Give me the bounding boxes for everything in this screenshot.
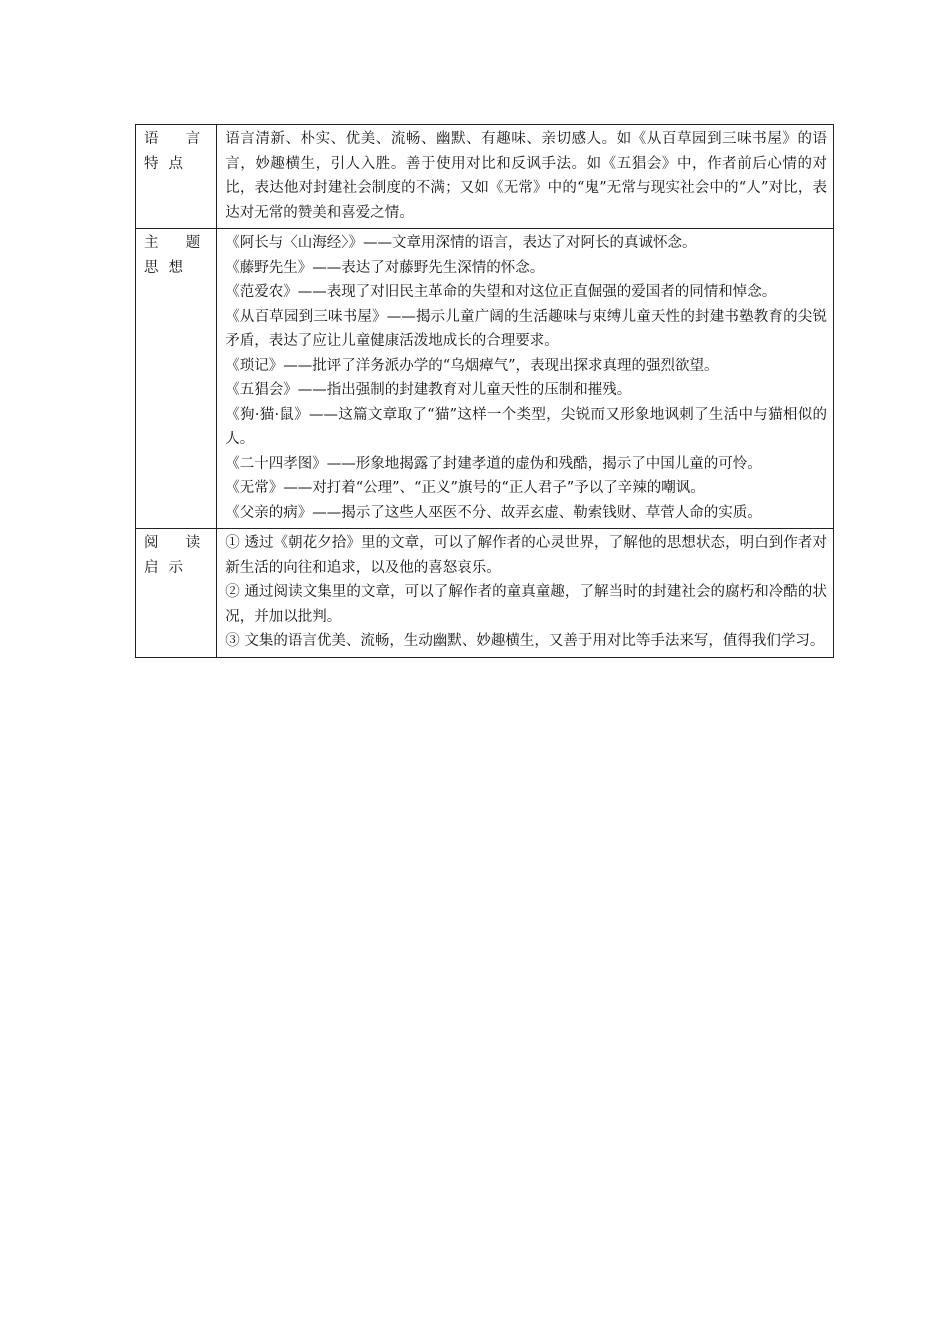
table-row-language-features (136, 125, 834, 229)
row-label: 语言特点 (136, 125, 217, 229)
content-paragraph: 《二十四孝图》——形象地揭露了封建孝道的虚伪和残酷，揭示了中国儿童的可怜。 (225, 455, 762, 472)
content-paragraph: 《藤野先生》——表达了对藤野先生深情的怀念。 (225, 259, 545, 276)
content-paragraph: 《五猖会》——指出强制的封建教育对儿童天性的压制和摧残。 (225, 382, 632, 398)
content-paragraph: ③ 文集的语言优美、流畅，生动幽默、妙趣横生，又善于用对比等手法来写，值得我们学习。 (225, 633, 825, 649)
content-paragraph: 《从百草园到三味书屋》——揭示儿童广阔的生活趣味与束缚儿童天性的封建书塾教育的尖锐矛盾，表达了应让儿童健康活泼地成长的合理要求。 (225, 308, 827, 349)
content-paragraph: 《无常》——对打着“公理”、“正义”旗号的“正人君子”予以了辛辣的嘲讽。 (225, 480, 705, 496)
content-paragraph: 《阿长与〈山海经〉》——文章用深情的语言，表达了对阿长的真诚怀念。 (225, 235, 697, 251)
row-label: 主题思想 (136, 229, 217, 529)
row-content (217, 229, 834, 529)
content-paragraph: 《狗·猫·鼠》——这篇文章取了“猫”这样一个类型，尖锐而又形象地讽刺了生活中与猫相似的人。 (225, 406, 827, 447)
row-label: 阅读启示 (136, 529, 217, 658)
content-paragraph: ① 透过《朝花夕拾》里的文章，可以了解作者的心灵世界，了解他的思想状态，明白到作者对新生活的向往和追求，以及他的喜怒哀乐。 (225, 535, 827, 576)
row-content (217, 125, 834, 229)
content-paragraph: 《琐记》——批评了洋务派办学的“乌烟瘴气”，表现出探求真理的强烈欲望。 (225, 357, 719, 374)
content-paragraph: ② 通过阅读文集里的文章，可以了解作者的童真童趣，了解当时的封建社会的腐朽和冷酷的状况，并加以批判。 (225, 584, 827, 625)
content-paragraph: 语言清新、朴实、优美、流畅、幽默、有趣味、亲切感人。如《从百草园到三味书屋》的语言，妙趣横生，引人入胜。善于使用对比和反讽手法。如《五猖会》中，作者前后心情的对比，表达他对封建社会制度的不满；又如《无常》中的“鬼”无常与现实社会中的“人”对比，表达对无常的赞美和喜爱之情。 (225, 131, 827, 221)
content-paragraph: 《范爱农》——表现了对旧民主革命的失望和对这位正直倔强的爱国者的同情和悼念。 (225, 284, 777, 300)
table-row-reading-insights (136, 529, 834, 658)
row-content (217, 529, 834, 658)
summary-table (135, 124, 834, 658)
table-row-themes (136, 229, 834, 529)
content-paragraph: 《父亲的病》——揭示了这些人巫医不分、故弄玄虚、勒索钱财、草菅人命的实质。 (225, 504, 762, 521)
